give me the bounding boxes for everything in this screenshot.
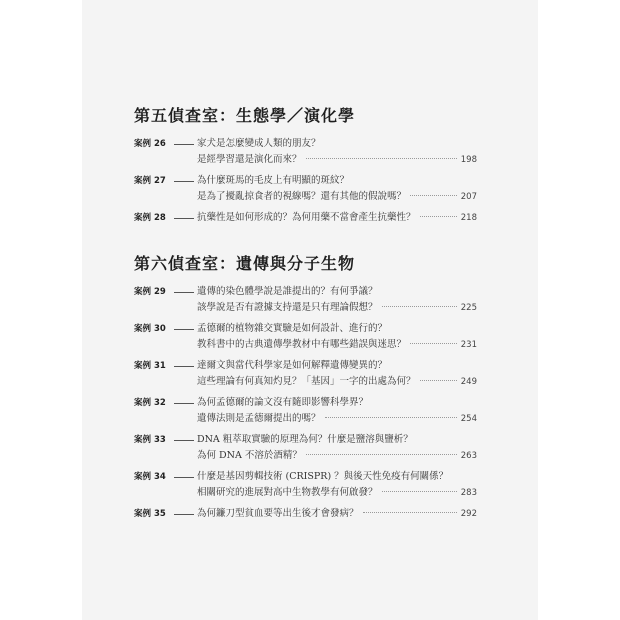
case-lines: [197, 210, 477, 226]
dash-divider: [174, 403, 194, 404]
question-text: 抗藥性是如何形成的？為何用藥不當會產生抗藥性？: [197, 212, 416, 223]
case-entry[interactable]: [134, 321, 477, 353]
table-of-contents: [134, 104, 477, 548]
case-label: 案例 33: [134, 435, 166, 445]
case-entry[interactable]: [134, 432, 477, 464]
page-number: 198: [460, 155, 477, 165]
dot-leader: [382, 306, 457, 307]
dash-divider: [174, 181, 194, 182]
section-title: 第六偵查室：遺傳與分子生物: [134, 254, 356, 273]
question-text: 遺傳法則是孟德爾提出的嗎？: [197, 413, 321, 424]
case-lines: [197, 506, 477, 522]
case-label: 案例 27: [134, 176, 166, 186]
question-line: [197, 300, 477, 316]
question-line: [197, 432, 477, 448]
page-number: 263: [460, 451, 477, 461]
case-label: 案例 26: [134, 139, 166, 149]
dot-leader: [382, 491, 457, 492]
case-lines: [197, 395, 477, 427]
dot-leader: [420, 380, 457, 381]
case-label: 案例 30: [134, 324, 166, 334]
question-text: 該學說是否有證據支持還是只有理論假想？: [197, 302, 378, 313]
question-line: [197, 337, 477, 353]
dot-leader: [306, 158, 457, 159]
dot-leader: [410, 343, 457, 344]
toc-section: [134, 104, 477, 226]
case-label: 案例 28: [134, 213, 166, 223]
question-text: 為什麼斑馬的毛皮上有明顯的斑紋？: [197, 175, 350, 186]
question-line: [197, 136, 477, 152]
dot-leader: [363, 512, 457, 513]
page-number: 207: [460, 192, 477, 202]
question-text: 為何 DNA 不溶於酒精？: [197, 450, 302, 461]
question-text: DNA 粗萃取實驗的原理為何？什麼是鹽溶與鹽析？: [197, 434, 413, 445]
question-line: [197, 448, 477, 464]
question-line: [197, 469, 477, 485]
case-entry[interactable]: [134, 395, 477, 427]
page-number: 225: [460, 303, 477, 313]
question-line: [197, 189, 477, 205]
page-number: 283: [460, 488, 477, 498]
page-number: 249: [460, 377, 477, 387]
question-line: [197, 358, 477, 374]
case-entry[interactable]: [134, 506, 477, 522]
question-text: 遺傳的染色體學說是誰提出的？有何爭議？: [197, 286, 378, 297]
question-text: 相關研究的進展對高中生物教學有何啟發？: [197, 487, 378, 498]
dot-leader: [420, 216, 457, 217]
book-page: [82, 0, 538, 620]
case-entry[interactable]: [134, 358, 477, 390]
question-line: [197, 284, 477, 300]
dot-leader: [306, 454, 457, 455]
question-line: [197, 321, 477, 337]
case-lines: [197, 136, 477, 168]
question-text: 孟德爾的植物雜交實驗是如何設計、進行的？: [197, 323, 388, 334]
question-text: 這些理論有何真知灼見？「基因」一字的出處為何？: [197, 376, 416, 387]
case-lines: [197, 469, 477, 501]
dash-divider: [174, 144, 194, 145]
page-number: 254: [460, 414, 477, 424]
question-text: 為何孟德爾的論文沒有隨即影響科學界？: [197, 397, 369, 408]
case-lines: [197, 284, 477, 316]
case-entry[interactable]: [134, 284, 477, 316]
page-number: 231: [460, 340, 477, 350]
case-lines: [197, 358, 477, 390]
page-number: 292: [460, 509, 477, 519]
question-line: [197, 411, 477, 427]
case-entry[interactable]: [134, 136, 477, 168]
case-label: 案例 34: [134, 472, 166, 482]
question-line: [197, 485, 477, 501]
dash-divider: [174, 514, 194, 515]
case-label: 案例 32: [134, 398, 166, 408]
dash-divider: [174, 366, 194, 367]
question-text: 為何鐮刀型貧血要等出生後才會發病？: [197, 508, 359, 519]
question-line: [197, 210, 477, 226]
question-text: 是經學習還是演化而來？: [197, 154, 302, 165]
case-label: 案例 29: [134, 287, 166, 297]
case-label: 案例 35: [134, 509, 166, 519]
question-line: [197, 152, 477, 168]
dash-divider: [174, 218, 194, 219]
case-entry[interactable]: [134, 210, 477, 226]
case-lines: [197, 321, 477, 353]
case-entry[interactable]: [134, 469, 477, 501]
case-lines: [197, 173, 477, 205]
section-title: 第五偵查室：生態學／演化學: [134, 106, 356, 125]
dot-leader: [410, 195, 457, 196]
question-text: 什麼是基因剪輯技術 (CRISPR) ？與後天性免疫有何關係？: [197, 471, 449, 482]
dash-divider: [174, 440, 194, 441]
question-text: 達爾文與當代科學家是如何解釋遺傳變異的？: [197, 360, 388, 371]
question-text: 教科書中的古典遺傳學教材中有哪些錯誤與迷思？: [197, 339, 407, 350]
question-line: [197, 506, 477, 522]
dash-divider: [174, 292, 194, 293]
dash-divider: [174, 477, 194, 478]
case-lines: [197, 432, 477, 464]
question-text: 家犬是怎麼變成人類的朋友？: [197, 138, 321, 149]
question-line: [197, 173, 477, 189]
dot-leader: [325, 417, 457, 418]
case-label: 案例 31: [134, 361, 166, 371]
case-entry[interactable]: [134, 173, 477, 205]
question-line: [197, 374, 477, 390]
question-line: [197, 395, 477, 411]
page-number: 218: [460, 213, 477, 223]
toc-section: [134, 252, 477, 522]
dash-divider: [174, 329, 194, 330]
question-text: 是為了擾亂掠食者的視線嗎？還有其他的假說嗎？: [197, 191, 407, 202]
